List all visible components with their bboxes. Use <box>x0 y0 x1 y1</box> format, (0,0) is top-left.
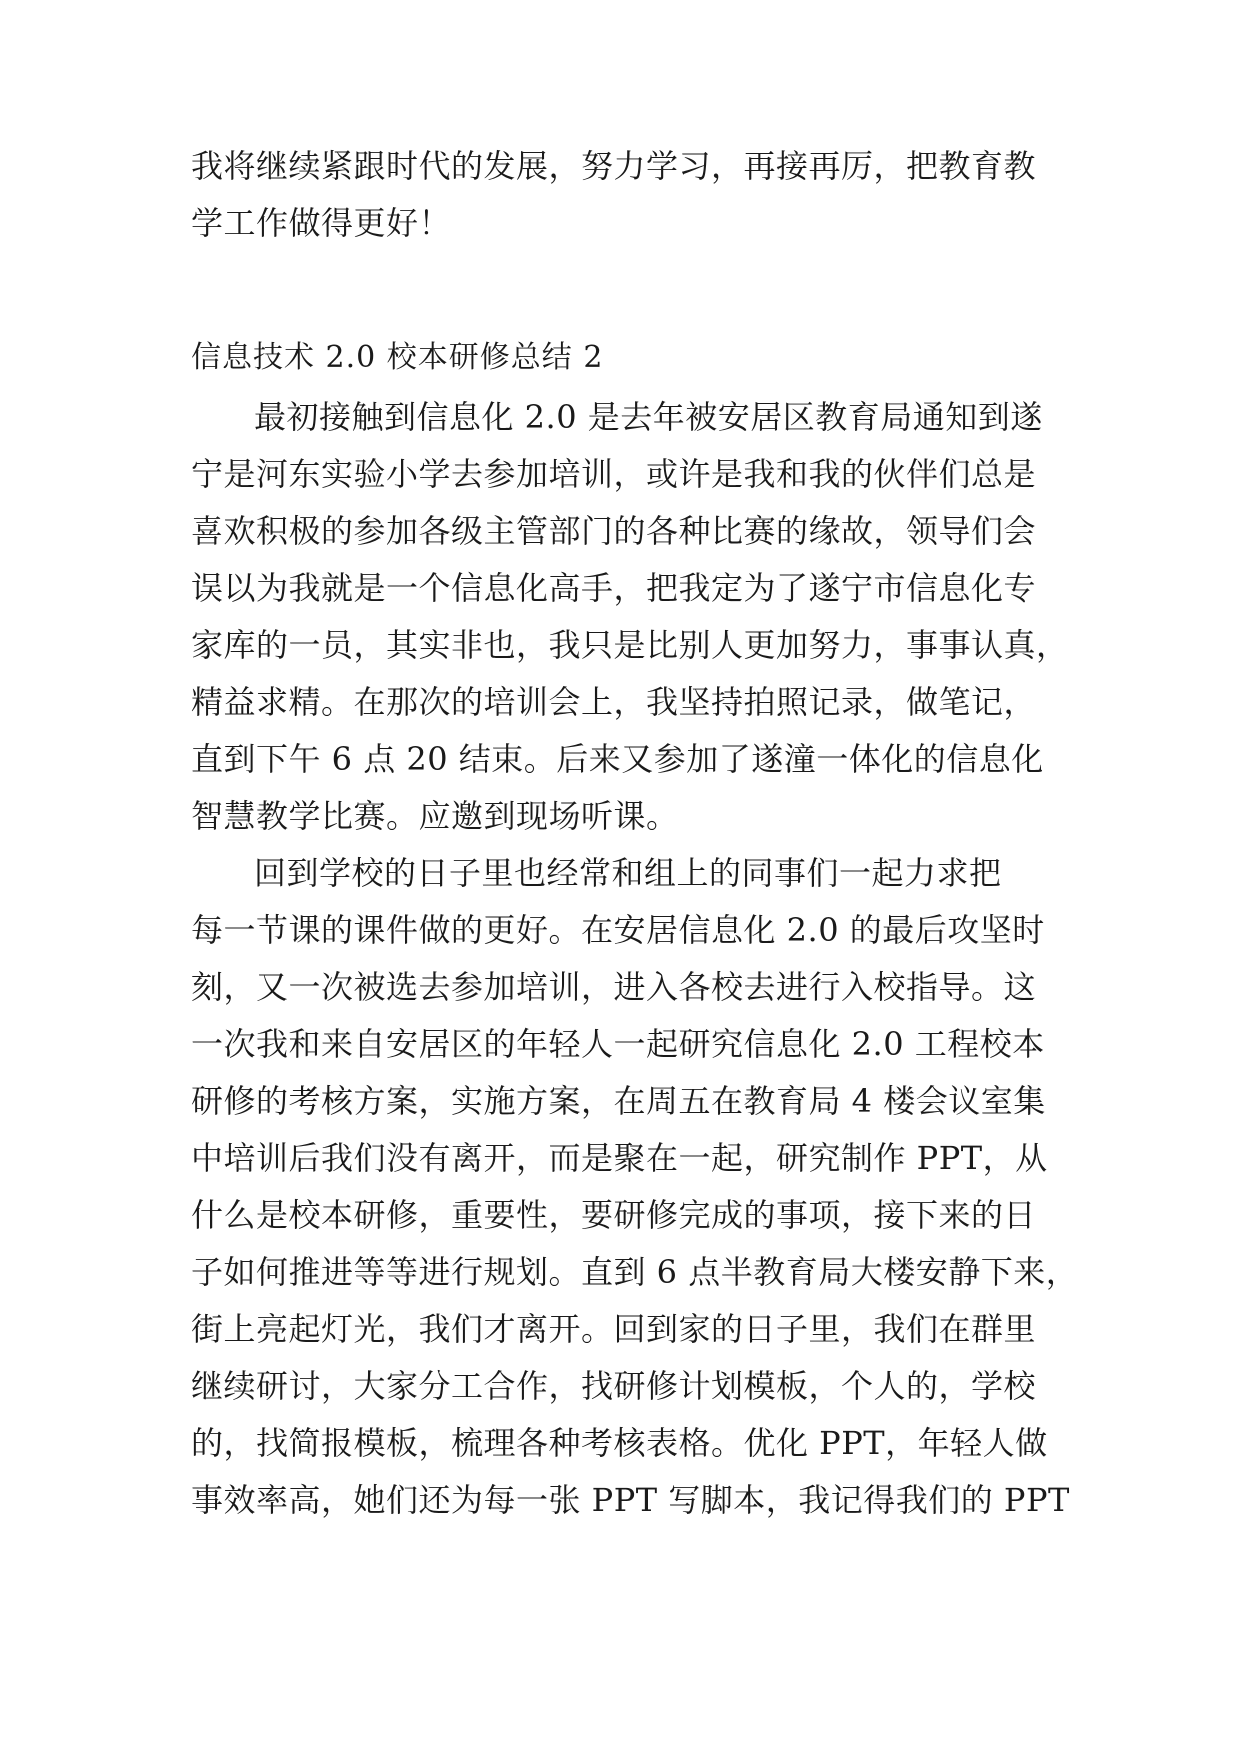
paragraph-line: 最初接触到信息化 2.0 是去年被安居区教育局通知到遂 <box>254 398 1043 436</box>
paragraph-line: 每一节课的课件做的更好。在安居信息化 2.0 的最后攻坚时 <box>191 911 1045 949</box>
paragraph-line: 我将继续紧跟时代的发展，努力学习，再接再厉，把教育教 <box>191 147 1037 185</box>
paragraph-line: 事效率高，她们还为每一张 PPT 写脚本，我记得我们的 PPT <box>191 1481 1070 1519</box>
paragraph-line: 什么是校本研修，重要性，要研修完成的事项，接下来的日 <box>191 1196 1037 1234</box>
section-title: 信息技术 2.0 校本研修总结 2 <box>191 340 604 375</box>
paragraph-line: 精益求精。在那次的培训会上，我坚持拍照记录，做笔记， <box>191 683 1037 721</box>
paragraph-line: 子如何推进等等进行规划。直到 6 点半教育局大楼安静下来， <box>191 1253 1079 1291</box>
paragraph-line: 中培训后我们没有离开，而是聚在一起，研究制作 PPT，从 <box>191 1139 1048 1177</box>
paragraph-line: 的，找简报模板，梳理各种考核表格。优化 PPT，年轻人做 <box>191 1424 1048 1462</box>
paragraph-line: 回到学校的日子里也经常和组上的同事们一起力求把 <box>254 854 1002 892</box>
paragraph-line: 智慧教学比赛。应邀到现场听课。 <box>191 797 679 835</box>
paragraph-line: 家库的一员，其实非也，我只是比别人更加努力，事事认真， <box>191 626 1069 664</box>
paragraph-line: 直到下午 6 点 20 结束。后来又参加了遂潼一体化的信息化 <box>191 740 1044 778</box>
paragraph-line: 继续研讨，大家分工合作，找研修计划模板，个人的，学校 <box>191 1367 1037 1405</box>
paragraph-line: 研修的考核方案，实施方案，在周五在教育局 4 楼会议室集 <box>191 1082 1046 1120</box>
paragraph-line: 喜欢积极的参加各级主管部门的各种比赛的缘故，领导们会 <box>191 512 1037 550</box>
paragraph-line: 一次我和来自安居区的年轻人一起研究信息化 2.0 工程校本 <box>191 1025 1045 1063</box>
paragraph-line: 学工作做得更好！ <box>191 204 452 242</box>
paragraph-line: 刻，又一次被选去参加培训，进入各校去进行入校指导。这 <box>191 968 1037 1006</box>
paragraph-line: 宁是河东实验小学去参加培训，或许是我和我的伙伴们总是 <box>191 455 1037 493</box>
paragraph-line: 街上亮起灯光，我们才离开。回到家的日子里，我们在群里 <box>191 1310 1037 1348</box>
paragraph-line: 误以为我就是一个信息化高手，把我定为了遂宁市信息化专 <box>191 569 1037 607</box>
